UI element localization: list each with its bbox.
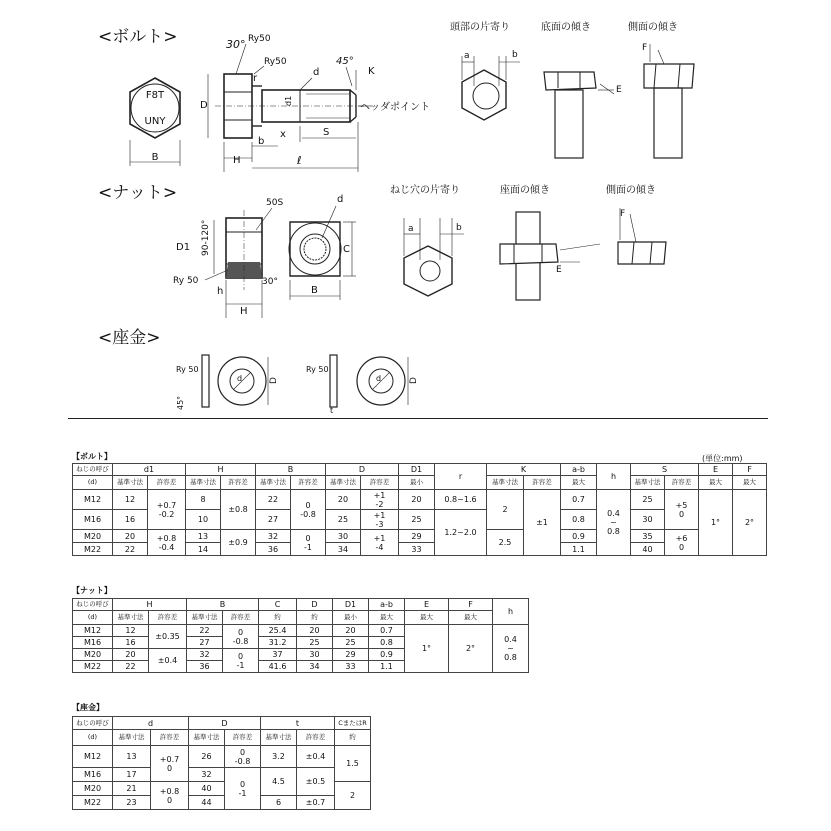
table-cell: 30 xyxy=(326,530,361,543)
bolt-sub1-title: 頭部の片寄り xyxy=(450,22,510,33)
table-cell: 17 xyxy=(113,768,151,782)
th-std: 基準寸法 xyxy=(113,730,151,746)
th-min: 最小 xyxy=(399,476,435,490)
table-cell: 26 xyxy=(189,746,225,768)
table-cell: ±0.4 xyxy=(149,649,187,673)
table-cell: 0 -1 xyxy=(225,768,261,810)
th-std: 基準寸法 xyxy=(487,476,524,490)
table-cell: 12 xyxy=(113,490,148,510)
table-cell: +1 -2 xyxy=(361,490,399,510)
th-tol: 許容差 xyxy=(148,476,186,490)
table-cell: 25.4 xyxy=(259,625,297,637)
th-name: ねじの呼び xyxy=(73,464,113,476)
dim-D-label: D xyxy=(200,100,208,111)
th-F: F xyxy=(733,464,767,476)
th-tol: 許容差 xyxy=(221,476,256,490)
th-std: 基準寸法 xyxy=(113,476,148,490)
th-tol: 許容差 xyxy=(665,476,699,490)
table-cell: 1° xyxy=(699,490,733,556)
table-cell: 36 xyxy=(187,661,223,673)
table-cell: 0.4 ~ 0.8 xyxy=(493,625,529,673)
bolt-head-hexagon xyxy=(130,78,180,166)
th-name: ねじの呼び xyxy=(73,717,113,730)
th-K: K xyxy=(487,464,561,476)
th-ab: a-b xyxy=(561,464,597,476)
bolt-side-view xyxy=(200,34,430,172)
th-D: D xyxy=(297,599,333,611)
dim-l-label: ℓ xyxy=(297,154,302,167)
bolt-side-tilt-figure xyxy=(628,20,694,158)
table-cell: +1 -3 xyxy=(361,510,399,530)
th-E: E xyxy=(699,464,733,476)
table-cell: 0 -0.8 xyxy=(291,490,326,530)
table-cell: 20 xyxy=(113,530,148,543)
dim-d1-label: d1 xyxy=(284,95,293,106)
th-ab: a-b xyxy=(369,599,405,611)
table-cell: 35 xyxy=(631,530,665,543)
th-std: 基準寸法 xyxy=(326,476,361,490)
table-cell: 0 -0.8 xyxy=(223,625,259,649)
table-cell: ±1 xyxy=(524,490,561,556)
th-tol: 許容差 xyxy=(225,730,261,746)
washer-D-label-1: D xyxy=(269,377,279,384)
sub-F-label: F xyxy=(642,43,648,53)
th-tol: 許容差 xyxy=(149,611,187,625)
table-cell: 2° xyxy=(733,490,767,556)
table-cell: 22 xyxy=(187,625,223,637)
table-cell: M16 xyxy=(73,510,113,530)
th-std: 基準寸法 xyxy=(189,730,225,746)
table-cell: 29 xyxy=(399,530,435,543)
th-h: h xyxy=(597,464,631,490)
dim-H-label: H xyxy=(233,155,241,166)
bolt-sub2-title: 底面の傾き xyxy=(541,22,591,33)
nut-side-tilt-figure xyxy=(606,183,666,264)
table-cell: 20 xyxy=(399,490,435,510)
table-cell: 3.2 xyxy=(261,746,297,768)
table-cell: M12 xyxy=(73,746,113,768)
th-F: F xyxy=(449,599,493,611)
table-cell: 1.1 xyxy=(369,661,405,673)
th-t: t xyxy=(261,717,335,730)
table-cell: 0 -0.8 xyxy=(225,746,261,768)
table-cell: 20 xyxy=(326,490,361,510)
th-tol: 許容差 xyxy=(297,730,335,746)
dim-x-label: x xyxy=(280,129,286,140)
nut-seat-tilt-figure xyxy=(500,183,600,300)
nut-B-label: B xyxy=(311,285,318,296)
table-cell: 25 xyxy=(333,637,369,649)
roughness-ry50-b: Ry50 xyxy=(264,57,287,67)
table-cell: 20 xyxy=(113,649,149,661)
table-cell: 12 xyxy=(113,625,149,637)
nut-side-view xyxy=(173,198,283,318)
th-d: d xyxy=(113,717,189,730)
th-S: S xyxy=(631,464,699,476)
th-tol: 許容差 xyxy=(151,730,189,746)
th-tol: 許容差 xyxy=(361,476,399,490)
table-cell: M12 xyxy=(73,625,113,637)
washer-table xyxy=(72,716,371,810)
th-E: E xyxy=(405,599,449,611)
table-cell: 33 xyxy=(399,543,435,556)
th-max: 最大 xyxy=(369,611,405,625)
table-cell: 0.9 xyxy=(369,649,405,661)
table-cell: 2.5 xyxy=(487,530,524,556)
table-cell: ±0.35 xyxy=(149,625,187,649)
th-tol: 許容差 xyxy=(524,476,561,490)
th-cr: CまたはR xyxy=(335,717,371,730)
table-cell: 16 xyxy=(113,637,149,649)
table-cell: 27 xyxy=(187,637,223,649)
dim-r-label: r xyxy=(253,73,258,84)
nut-sub-F-label: F xyxy=(620,209,626,219)
th-d-paren: (d) xyxy=(73,730,113,746)
sub-E-label: E xyxy=(616,85,622,95)
washer-figure-1 xyxy=(176,355,279,410)
table-cell: 27 xyxy=(256,510,291,530)
th-D1: D1 xyxy=(399,464,435,476)
table-cell: 0 -1 xyxy=(291,530,326,556)
table-cell: M12 xyxy=(73,490,113,510)
bolt-head-offset-figure xyxy=(450,20,520,120)
th-std: 基準寸法 xyxy=(256,476,291,490)
table-cell: 36 xyxy=(256,543,291,556)
table-cell: 32 xyxy=(189,768,225,782)
nut-d-label: d xyxy=(337,194,344,205)
table-cell: M16 xyxy=(73,768,113,782)
table-cell: 30 xyxy=(631,510,665,530)
th-std: 基準寸法 xyxy=(187,611,223,625)
th-max: 最大 xyxy=(405,611,449,625)
washer-45-label: 45° xyxy=(176,395,185,410)
nut-sub3-title: 側面の傾き xyxy=(606,185,656,196)
nut-30-label: 30° xyxy=(262,277,278,287)
bolt-table-block xyxy=(72,452,112,462)
th-r: r xyxy=(435,464,487,490)
nut-front-view xyxy=(289,194,356,300)
th-d1: d1 xyxy=(113,464,186,476)
table-cell: 0.9 xyxy=(561,530,597,543)
th-B: B xyxy=(256,464,326,476)
th-h: h xyxy=(493,599,529,625)
table-cell: 23 xyxy=(113,796,151,810)
th-std: 基準寸法 xyxy=(631,476,665,490)
table-cell: 0.8 xyxy=(369,637,405,649)
table-cell: 25 xyxy=(326,510,361,530)
washer-d-label-1: d xyxy=(237,374,243,383)
th-approx: 約 xyxy=(259,611,297,625)
table-cell: 2 xyxy=(487,490,524,530)
table-cell: 1° xyxy=(405,625,449,673)
table-cell: 16 xyxy=(113,510,148,530)
table-cell: 34 xyxy=(297,661,333,673)
table-cell: 40 xyxy=(189,782,225,796)
dim-B-label: B xyxy=(151,152,159,163)
table-cell: M20 xyxy=(73,530,113,543)
table-cell: 25 xyxy=(631,490,665,510)
nut-50S-label: 50S xyxy=(266,198,284,208)
table-cell: M20 xyxy=(73,782,113,796)
table-cell: 1.5 xyxy=(335,746,371,782)
sub-a-label: a xyxy=(464,51,470,61)
table-cell: 30 xyxy=(297,649,333,661)
dim-K-label: K xyxy=(368,66,375,77)
nut-angle-label: 90-120° xyxy=(201,219,211,256)
table-cell: 0.8 xyxy=(561,510,597,530)
nut-D1-label: D1 xyxy=(176,242,191,253)
sub-b-label: b xyxy=(512,50,518,60)
th-max: 最大 xyxy=(733,476,767,490)
table-cell: ±0.8 xyxy=(221,490,256,530)
table-cell: 13 xyxy=(113,746,151,768)
angle-30-label: 30° xyxy=(226,38,246,51)
table-cell: +1 -4 xyxy=(361,530,399,556)
th-std: 基準寸法 xyxy=(113,611,149,625)
table-cell: 44 xyxy=(189,796,225,810)
washer-t-label: t xyxy=(330,406,334,415)
th-max: 最大 xyxy=(699,476,733,490)
th-D1: D1 xyxy=(333,599,369,611)
table-cell: 0.4 ~ 0.8 xyxy=(597,490,631,556)
table-cell: M22 xyxy=(73,543,113,556)
dim-b-label: b xyxy=(258,136,265,147)
table-cell: +0.8 0 xyxy=(151,782,189,810)
nut-table xyxy=(72,598,529,673)
th-max: 最大 xyxy=(449,611,493,625)
table-cell: +0.8 -0.4 xyxy=(148,530,186,556)
nut-h-label: h xyxy=(217,286,224,297)
table-cell: 14 xyxy=(186,543,221,556)
bolt-sub3-title: 側面の傾き xyxy=(628,22,678,33)
table-cell: 0.8~1.6 xyxy=(435,490,487,510)
table-cell: 32 xyxy=(187,649,223,661)
nut-sub-b-label: b xyxy=(456,223,462,233)
table-cell: 40 xyxy=(631,543,665,556)
dim-S-label: S xyxy=(323,127,330,138)
table-cell: M20 xyxy=(73,649,113,661)
th-approx: 約 xyxy=(297,611,333,625)
table-cell: 29 xyxy=(333,649,369,661)
nut-table-title: 【ナット】 xyxy=(72,586,112,595)
table-cell: 13 xyxy=(186,530,221,543)
section-divider xyxy=(68,418,768,419)
table-cell: 25 xyxy=(297,637,333,649)
table-cell: 41.6 xyxy=(259,661,297,673)
table-cell: 0.7 xyxy=(561,490,597,510)
table-cell: 21 xyxy=(113,782,151,796)
th-name: ねじの呼び xyxy=(73,599,113,611)
th-C: C xyxy=(259,599,297,611)
bolt-bottom-tilt-figure xyxy=(541,20,622,158)
table-cell: 20 xyxy=(297,625,333,637)
nut-sub2-title: 座面の傾き xyxy=(500,185,550,196)
washer-ry50-b: Ry 50 xyxy=(306,365,329,374)
th-H: H xyxy=(186,464,256,476)
nut-sub-E-label: E xyxy=(556,265,562,275)
nut-heading: <ナット> xyxy=(98,183,178,203)
table-cell: 2 xyxy=(335,782,371,810)
table-cell: 0.7 xyxy=(369,625,405,637)
washer-d-label-2: d xyxy=(376,374,382,383)
th-std: 基準寸法 xyxy=(186,476,221,490)
table-cell: 22 xyxy=(256,490,291,510)
table-cell: 22 xyxy=(113,543,148,556)
table-cell: ±0.7 xyxy=(297,796,335,810)
washer-table-title: 【座金】 xyxy=(72,703,104,712)
nut-sub-a-label: a xyxy=(408,224,414,234)
table-cell: 20 xyxy=(333,625,369,637)
washer-D-label-2: D xyxy=(409,377,419,384)
bolt-heading: <ボルト> xyxy=(98,27,178,47)
nut-ry50-label: Ry 50 xyxy=(173,276,199,286)
th-d: (d) xyxy=(73,611,113,625)
th-d: (d) xyxy=(73,476,113,490)
table-cell: M22 xyxy=(73,661,113,673)
table-cell: 33 xyxy=(333,661,369,673)
table-cell: 22 xyxy=(113,661,149,673)
th-tol: 許容差 xyxy=(291,476,326,490)
nut-hole-offset-figure xyxy=(390,183,464,296)
nut-C-label: C xyxy=(343,244,350,255)
header-point-label: ヘッダポイント xyxy=(360,102,430,113)
dim-d-label: d xyxy=(313,67,320,78)
table-cell: 25 xyxy=(399,510,435,530)
table-cell: 32 xyxy=(256,530,291,543)
bolt-table-title: 【ボルト】 xyxy=(72,452,112,461)
bolt-mark-f8t: F8T xyxy=(145,90,165,101)
table-cell: M22 xyxy=(73,796,113,810)
roughness-ry50-a: Ry50 xyxy=(248,34,271,44)
th-max: 最大 xyxy=(561,476,597,490)
th-std: 基準寸法 xyxy=(261,730,297,746)
table-cell: 10 xyxy=(186,510,221,530)
table-cell: +5 0 xyxy=(665,490,699,530)
th-D: D xyxy=(326,464,399,476)
th-H: H xyxy=(113,599,187,611)
table-cell: 37 xyxy=(259,649,297,661)
table-cell: ±0.9 xyxy=(221,530,256,556)
th-min: 最小 xyxy=(333,611,369,625)
unit-label: (単位:mm) xyxy=(702,454,743,463)
th-tol: 許容差 xyxy=(223,611,259,625)
washer-heading: <座金> xyxy=(98,328,161,348)
table-cell: 34 xyxy=(326,543,361,556)
washer-ry50-a: Ry 50 xyxy=(176,365,199,374)
nut-sub1-title: ねじ穴の片寄り xyxy=(390,185,460,196)
nut-H-label: H xyxy=(240,306,248,317)
bolt-table xyxy=(72,463,767,556)
table-cell: +6 0 xyxy=(665,530,699,556)
table-cell: 6 xyxy=(261,796,297,810)
table-cell: 1.1 xyxy=(561,543,597,556)
table-cell: 4.5 xyxy=(261,768,297,796)
table-cell: ±0.4 xyxy=(297,746,335,768)
table-cell: M16 xyxy=(73,637,113,649)
th-approx: 約 xyxy=(335,730,371,746)
table-cell: +0.7 0 xyxy=(151,746,189,782)
angle-45-label: 45° xyxy=(336,56,354,67)
th-D: D xyxy=(189,717,261,730)
table-cell: ±0.5 xyxy=(297,768,335,796)
table-cell: 31.2 xyxy=(259,637,297,649)
th-B: B xyxy=(187,599,259,611)
bolt-mark-uny: UNY xyxy=(144,116,166,127)
table-cell: 2° xyxy=(449,625,493,673)
table-cell: 0 -1 xyxy=(223,649,259,673)
table-cell: +0.7 -0.2 xyxy=(148,490,186,530)
table-cell: 1.2~2.0 xyxy=(435,510,487,556)
table-cell: 8 xyxy=(186,490,221,510)
washer-figure-2 xyxy=(306,355,419,415)
